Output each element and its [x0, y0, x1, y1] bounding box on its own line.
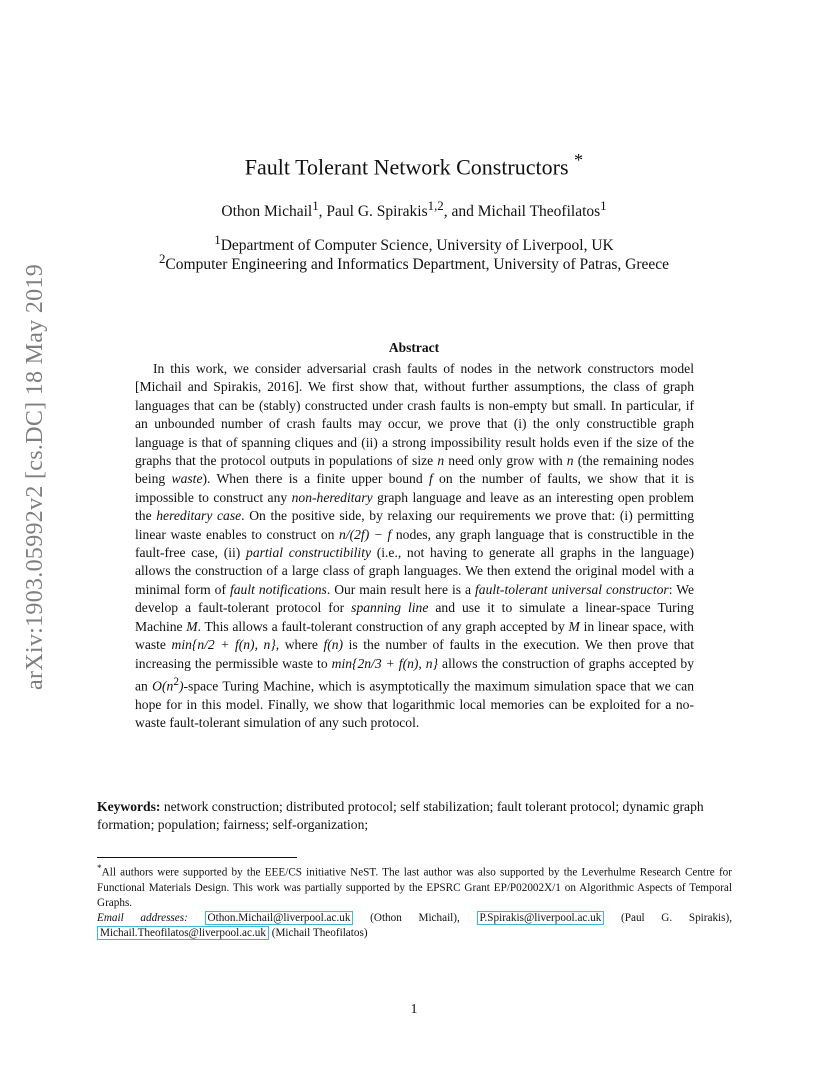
email-owner: (Paul G. Spirakis),: [621, 911, 733, 924]
footnote-text: All authors were supported by the EEE/CS initiative NeST. The last author was also supported by the Leverhulme Research Centre for Functional Materials Design. This work was partially supported by the EPSRC Grant EP/P02002X/1 on Algorithmic Aspects of Temporal Graphs.: [97, 866, 732, 909]
page-number: 1: [410, 1002, 418, 1017]
author-affiliation-mark: 1,2: [427, 198, 444, 213]
footnote: [97, 862, 732, 941]
keywords: [97, 798, 732, 835]
affiliation-mark: 1: [214, 232, 221, 247]
email-link[interactable]: Michail.Theofilatos@liverpool.ac.uk: [97, 926, 269, 940]
footnote-mark: *: [97, 864, 102, 874]
author-name: Othon Michail: [221, 203, 313, 221]
abstract-body: In this work, we consider adversarial crash faults of nodes in the network constructors model [Michail and Spirakis, 2016]. We first show that, without further assumptions, the class of graph languages that can be (stably) constructed under crash faults is non-empty but small. In particular, if an unbounded number of crash faults may occur, we prove that (i) the only constructible graph language is that of spanning cliques and (ii) a strong impossibility result holds even if the size of the graphs that the protocol outputs in populations of size n need only grow with n (the remaining nodes being waste). When there is a finite upper bound f on the number of faults, we show that it is impossible to construct any non-hereditary graph language and leave as an interesting open problem the hereditary case. On the positive side, by relaxing our requirements we prove that: (i) permitting linear waste enables to construct on n/(2f) − f nodes, any graph language that is constructible in the fault-free case, (ii) partial constructibility (i.e., not having to generate all graphs in the language) allows the construction of a large class of graph languages. We then extend the original model with a minimal form of fault notifications. Our main result here is a fault-tolerant universal constructor: We develop a fault-tolerant protocol for spanning line and use it to simulate a linear-space Turing Machine M. This allows a fault-tolerant construction of any graph accepted by M in linear space, with waste min{n/2 + f(n), n}, where f(n) is the number of faults in the execution. We then prove that increasing the permissible waste to min{2n/3 + f(n), n} allows the construction of graphs accepted by an $O(n^2)$-space Turing Machine, which is asymptotically the maximum simulation space that we can hope for in this model. Finally, we show that logarithmic local memories can be exploited for a no-waste fault-tolerant simulation of any such protocol.: [135, 361, 694, 731]
affiliation-line: [0, 251, 828, 274]
title-footnote-mark: *: [574, 150, 584, 170]
author-separator: , and: [443, 203, 478, 221]
footnote-divider: [97, 857, 297, 858]
author-list: [0, 198, 828, 221]
author-affiliation-mark: 1: [600, 198, 607, 213]
keywords-label: Keywords:: [97, 799, 161, 814]
abstract-heading: Abstract: [388, 340, 440, 355]
email-owner: (Othon Michail),: [370, 911, 460, 924]
affiliation-text: Department of Computer Science, University of Liverpool, UK: [220, 237, 614, 255]
email-link[interactable]: Othon.Michail@liverpool.ac.uk: [205, 911, 354, 925]
email-label: Email addresses:: [97, 911, 188, 924]
author-affiliation-mark: 1: [312, 198, 319, 213]
author-name: Paul G. Spirakis: [326, 203, 428, 221]
arxiv-identifier-stamp: arXiv:1903.05992v2 [cs.DC] 18 May 2019: [22, 263, 48, 690]
keywords-text: network construction; distributed protocol; self stabilization; fault tolerant protocol; dynamic graph formation; population; fairness; self-organization;: [97, 799, 704, 833]
paper-title: [0, 150, 828, 180]
affiliation-mark: 2: [158, 251, 166, 266]
affiliation-text: Computer Engineering and Informatics Department, University of Patras, Greece: [165, 256, 670, 274]
title-text: Fault Tolerant Network Constructors: [244, 154, 569, 180]
email-link[interactable]: P.Spirakis@liverpool.ac.uk: [477, 911, 605, 925]
email-owner: (Michail Theofilatos): [271, 926, 368, 939]
author-name: Michail Theofilatos: [477, 203, 601, 221]
author-separator: ,: [318, 203, 327, 221]
